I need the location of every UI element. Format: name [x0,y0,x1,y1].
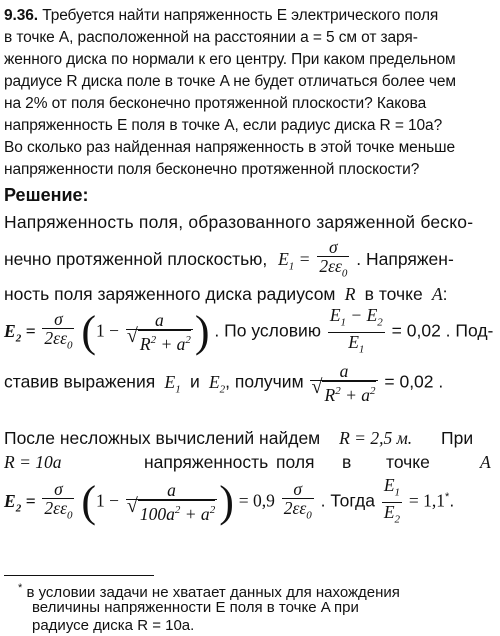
solution-heading: Решение: [4,185,89,205]
fraction-sigma-over-2ee0: $\frac{\sigma}{2\varepsilon\varepsilon_0}$ [317,238,349,283]
problem-line-7: Во сколько раз найденная напряженность в этой точке меньше [4,139,455,156]
formula-e1: $E_1$ = [278,248,311,273]
problem-number: 9.36. [4,7,38,24]
solution-line-2: нечно протяженной плоскостью, $E_1$ = $\frac{\sigma}{2\varepsilon\varepsilon_0}$ . Напряжен- [4,238,454,283]
footnote-line-1: * в условии задачи не хватает данных для нахождения [18,582,400,601]
problem-line-3: женного диска по нормали к его центру. При каком предельном [4,51,456,68]
footnote-line-2: величины напряженности E поля в точке A при [32,599,359,616]
solution-line-3: ность поля заряженного диска радиусом R в точке A: [4,284,448,304]
solution-line-6: После несложных вычислений найдем R = 2,5 м. При [4,428,474,448]
problem-line-4: радиусе R диска поле в точке A не будет отличаться более чем [4,73,456,90]
solution-line-4: $E_2$ = $\frac{\sigma}{2\varepsilon\varepsilon_0}$ (1 − a √ $R^2 + a^2$ ) . По условию $\frac{E_1 - E_2}{E_1}$ = 0,02 . Под- [4,306,493,358]
fraction-condition: $\frac{E_1 - E_2}{E_1}$ [328,306,385,358]
footnote-rule [4,575,154,576]
symbol-a: A [427,284,443,304]
problem-line-1: 9.36. Требуется найти напряженность E электрического поля [4,7,439,24]
footnote-ref: * [445,490,450,503]
solution-line-5: ставив выражения $E_1$ и $E_2$, получим a √ $R^2 + a^2$ = 0,02 . [4,362,443,404]
problem-line-2: в точке A, расположенной на расстоянии a = 5 см от заря- [4,29,418,46]
symbol-r: R [340,284,360,304]
fraction-e1-over-e2: $\frac{E_1}{E_2}$ [382,476,402,528]
solution-line-7: R = 10a напряженность поля в точке A [4,452,491,472]
problem-line-5: на 2% от поля бесконечно протяженной плоскости? Какова [4,95,427,112]
solution-line-8: $E_2$ = $\frac{\sigma}{2\varepsilon\varepsilon_0}$ (1 − a √ $100a^2 + a^2$ ) = 0,9 $\frac{\sigma}{2\varepsilon\varepsilon_0}$ . Тогда $\frac{E_1}{E_2}$ = 1,1*. [4,476,454,528]
fraction-a-over-sqrt: a √ $R^2 + a^2$ [126,311,193,353]
problem-line-8: напряженности поля бесконечно протяженной плоскости? [4,161,420,178]
footnote-line-3: радиусе диска R = 10a. [32,617,195,634]
formula-e2: $E_2$ = [4,320,36,345]
problem-line-6: напряженность E поля в точке A, если радиус диска R = 10a? [4,117,443,134]
solution-line-1: Напряженность поля, образованного заряженной беско- [4,212,474,232]
